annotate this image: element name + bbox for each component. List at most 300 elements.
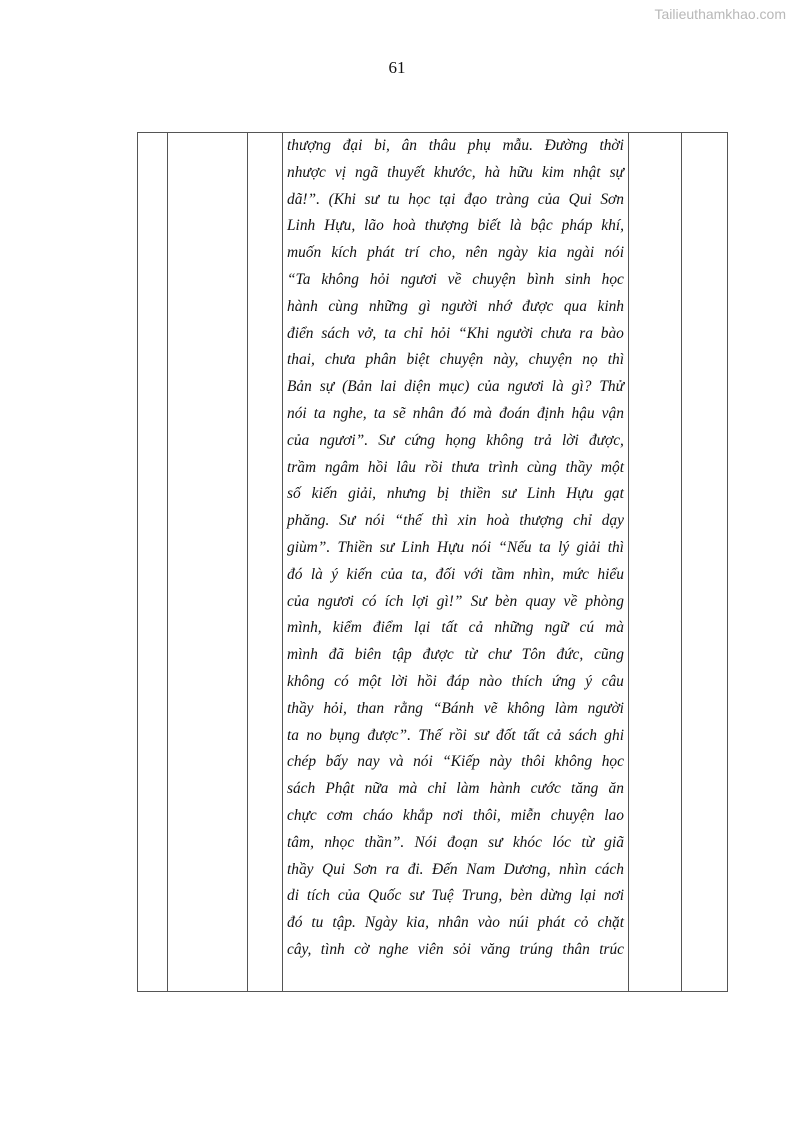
word: pháp	[561, 217, 593, 235]
word: chỉ	[403, 324, 423, 342]
word: làm	[456, 780, 480, 798]
word: nhọc	[324, 833, 355, 851]
word: chuyện	[439, 351, 484, 369]
word: Thiền	[337, 538, 373, 556]
word: ngươi	[507, 378, 544, 396]
word: hành	[287, 297, 318, 315]
text-line	[287, 615, 624, 642]
empty-cell-5	[629, 133, 682, 992]
word: tất	[441, 619, 458, 637]
word: nọ	[582, 351, 598, 369]
word: cước	[530, 780, 561, 798]
word: (Bản	[342, 378, 373, 396]
word: than	[356, 699, 385, 717]
word: kiến	[311, 485, 338, 503]
word: trình	[488, 458, 519, 476]
word: điểm	[372, 619, 403, 637]
word: Linh	[287, 217, 316, 235]
word: phòng	[585, 592, 624, 610]
word: chuyện	[550, 806, 595, 824]
word: cùng	[526, 458, 557, 476]
word: vẽ	[483, 699, 498, 717]
word: ta	[384, 324, 397, 342]
word: thì	[607, 538, 624, 556]
word: cả	[468, 619, 484, 637]
text-line	[287, 803, 624, 830]
word: tràng	[495, 190, 530, 208]
word: điển	[287, 324, 314, 342]
word: khước,	[433, 163, 476, 181]
word: lão	[364, 217, 384, 235]
text-cell	[283, 133, 629, 992]
word: phân	[365, 351, 397, 369]
word: bậc	[530, 217, 553, 235]
word: nhìn	[559, 860, 587, 878]
word: tu	[387, 190, 400, 208]
word: “Kiếp	[442, 753, 480, 771]
word: di	[287, 887, 299, 905]
word: ngâm	[324, 458, 360, 476]
word: thầy	[565, 458, 593, 476]
text-line	[287, 187, 624, 214]
word: biên	[354, 646, 382, 664]
text-line	[287, 589, 624, 616]
word: Thế	[418, 726, 442, 744]
word: trí	[404, 244, 420, 262]
word: nên	[465, 244, 488, 262]
page-number: 61	[388, 58, 406, 77]
word: nơi	[442, 806, 463, 824]
word: trúc	[599, 940, 624, 958]
word: cùng	[328, 297, 359, 315]
word: Nói	[414, 833, 437, 851]
word: kiến	[346, 565, 373, 583]
word: một	[600, 458, 624, 476]
word: rồi	[448, 726, 467, 744]
word: có	[361, 592, 377, 610]
empty-cell-2	[168, 133, 248, 992]
word: nói	[365, 512, 385, 530]
word: sư	[409, 887, 424, 905]
word: biết	[477, 217, 501, 235]
word: Sư	[339, 512, 356, 530]
text-line	[287, 213, 624, 240]
word: dừng	[540, 887, 572, 905]
word: thượng	[519, 512, 564, 530]
word: ta	[373, 404, 386, 422]
word: Bản	[287, 378, 312, 396]
word: kinh	[597, 297, 624, 315]
word: mục)	[438, 378, 470, 396]
word: phụ	[467, 137, 491, 154]
word: cho,	[429, 244, 456, 262]
text-line	[287, 428, 624, 455]
word: kiểm	[332, 619, 362, 637]
word: không	[554, 753, 593, 771]
word: tập.	[332, 914, 356, 932]
text-line	[287, 294, 624, 321]
text-line	[287, 240, 624, 267]
text-line	[287, 401, 624, 428]
word: của	[287, 592, 310, 610]
word: với	[463, 565, 483, 583]
text-line	[287, 776, 624, 803]
word: Tuệ	[431, 887, 454, 905]
word: mà	[398, 780, 418, 798]
word: dã!”.	[287, 190, 320, 208]
word: ứng	[551, 672, 576, 690]
word: quay	[525, 592, 556, 610]
word: Quốc	[367, 887, 402, 905]
word: gì	[418, 297, 431, 315]
word: không	[507, 699, 545, 717]
word: đốt	[496, 726, 516, 744]
word: Sư	[378, 431, 395, 449]
word: (Khi	[328, 190, 356, 208]
text-line	[287, 481, 624, 508]
word: thuyết	[387, 163, 425, 181]
word: mẫu.	[502, 137, 533, 154]
word: nghe,	[332, 404, 367, 422]
word: đó	[450, 404, 467, 422]
word: trúng	[519, 940, 554, 958]
word: ngươi	[400, 270, 437, 288]
word: viên	[417, 940, 444, 958]
word: biệt	[406, 351, 430, 369]
word: Sơn	[353, 860, 378, 878]
word: từ	[464, 646, 478, 664]
word: dạy	[601, 512, 624, 530]
word: bi,	[374, 137, 390, 154]
word: ra	[385, 860, 400, 878]
word: thượng	[424, 217, 469, 235]
word: đoán	[499, 404, 530, 422]
word: bèn	[494, 592, 518, 610]
word: nhớ	[487, 297, 512, 315]
word: Hựu	[566, 485, 594, 503]
word: họng	[445, 431, 476, 449]
word: Sơn	[600, 190, 624, 208]
word: cỏ	[573, 914, 589, 932]
word: cả	[546, 726, 562, 744]
text-line	[287, 910, 624, 937]
word: ý	[585, 672, 593, 690]
word: kia,	[406, 914, 429, 932]
word: mình,	[287, 619, 322, 637]
word: người	[441, 297, 478, 315]
word: được	[522, 297, 554, 315]
text-line	[287, 642, 624, 669]
word: thì	[431, 512, 448, 530]
word: khí,	[601, 217, 624, 235]
word: ra	[579, 324, 593, 342]
word: được	[422, 646, 454, 664]
word: thượng	[287, 137, 331, 154]
word: nhân	[412, 404, 444, 422]
word: Thử	[599, 378, 624, 396]
word: thầy	[287, 860, 314, 878]
text-block	[287, 133, 624, 964]
word: phăng.	[287, 512, 330, 530]
word: những	[494, 619, 534, 637]
word: đại	[342, 137, 363, 154]
word: đoạn	[447, 833, 478, 851]
word: phát	[537, 914, 565, 932]
word: Trung,	[461, 887, 503, 905]
word: no	[306, 726, 322, 744]
word: hỏi	[430, 324, 451, 342]
word: nào	[478, 672, 503, 690]
word: hành	[489, 780, 521, 798]
word: ngày	[497, 244, 528, 262]
word: tích	[306, 887, 330, 905]
word: sách	[287, 780, 316, 798]
word: tầm	[491, 565, 515, 583]
word: thời	[599, 137, 624, 154]
word: kia	[537, 244, 557, 262]
word: không	[321, 270, 359, 288]
word: những	[368, 297, 409, 315]
word: sỏi	[452, 940, 471, 958]
word: qua	[563, 297, 587, 315]
word: về	[447, 270, 462, 288]
word: cháo	[362, 806, 393, 824]
word: Đến	[431, 860, 458, 878]
word: thai,	[287, 351, 315, 369]
word: Linh	[526, 485, 556, 503]
empty-cell-6	[682, 133, 728, 992]
word: nơi	[603, 887, 624, 905]
text-line	[287, 830, 624, 857]
word: chỉ	[573, 512, 592, 530]
word: hồi	[417, 672, 437, 690]
word: lại	[413, 619, 431, 637]
word: lợi	[411, 592, 429, 610]
word: sư	[364, 190, 379, 208]
word: ăn	[608, 780, 624, 798]
word: người	[496, 324, 533, 342]
word: núi	[508, 914, 529, 932]
word: học	[601, 270, 624, 288]
word: lý	[558, 538, 570, 556]
word: ta	[313, 404, 326, 422]
word: giải,	[348, 485, 376, 503]
word: thôi	[521, 753, 546, 771]
word: Qui	[568, 190, 592, 208]
word: không	[287, 672, 325, 690]
word: Ngày	[364, 914, 398, 932]
watermark: Tailieuthamkhao.com	[654, 6, 786, 22]
word: xin	[457, 512, 477, 530]
word: thần”.	[364, 833, 405, 851]
word: sinh	[565, 270, 591, 288]
word: bèn	[510, 887, 533, 905]
word: chưa	[324, 351, 356, 369]
word: hữu	[509, 163, 533, 181]
word: sư	[488, 833, 503, 851]
word: chư	[487, 646, 511, 664]
word: thiền	[459, 485, 491, 503]
word: nhược	[287, 163, 326, 181]
text-line	[287, 883, 624, 910]
word: mà	[473, 404, 492, 422]
word: từ	[581, 833, 594, 851]
word: ngươi”.	[319, 431, 369, 449]
word: lâu	[396, 458, 416, 476]
word: nhưng	[386, 485, 427, 503]
word: giã	[604, 833, 624, 851]
word: thì	[607, 351, 624, 369]
text-line	[287, 160, 624, 187]
word: của	[477, 378, 500, 396]
word: thưa	[451, 458, 480, 476]
empty-cell-1	[138, 133, 168, 992]
text-line	[287, 321, 624, 348]
word: chỉ	[427, 780, 447, 798]
word: giải	[576, 538, 601, 556]
word: Sư	[470, 592, 487, 610]
word: vở,	[357, 324, 377, 342]
text-line	[287, 455, 624, 482]
word: sự	[609, 163, 624, 181]
word: lóc	[552, 833, 572, 851]
word: khóc	[512, 833, 542, 851]
word: sư	[379, 538, 395, 556]
word: hỏi,	[323, 699, 347, 717]
word: đáp	[446, 672, 470, 690]
word: là	[509, 217, 522, 235]
table-row	[138, 133, 728, 992]
word: tất	[523, 726, 540, 744]
word: miễn	[510, 806, 541, 824]
word: nói	[471, 538, 492, 556]
word: phát	[367, 244, 395, 262]
word: của	[337, 887, 361, 905]
word: chuyện	[528, 351, 573, 369]
word: hoà	[486, 512, 510, 530]
word: Đường	[544, 137, 588, 154]
word: ích	[384, 592, 404, 610]
word: vào	[477, 914, 500, 932]
word: cứng	[404, 431, 436, 449]
word: tình	[320, 940, 345, 958]
word: cách	[594, 860, 624, 878]
word: diện	[404, 378, 431, 396]
word: lao	[604, 806, 624, 824]
word: cú	[579, 619, 595, 637]
word: có	[334, 672, 349, 690]
word: Phật	[325, 780, 355, 798]
word: hồi	[367, 458, 388, 476]
word: tâm,	[287, 833, 314, 851]
word: sư	[501, 485, 516, 503]
word: văng	[480, 940, 511, 958]
word: hoà	[392, 217, 416, 235]
text-line	[287, 133, 624, 160]
word: chực	[287, 806, 317, 824]
word: vận	[601, 404, 624, 422]
word: nhân	[437, 914, 469, 932]
text-line	[287, 347, 624, 374]
word: chép	[287, 753, 317, 771]
word: hỏi	[369, 270, 390, 288]
word: sách	[321, 324, 350, 342]
word: làm	[554, 699, 578, 717]
word: nói	[287, 404, 307, 422]
word: câu	[601, 672, 624, 690]
word: này	[489, 753, 512, 771]
word: chặt	[597, 914, 624, 932]
word: ân	[401, 137, 417, 154]
word: Qui	[321, 860, 346, 878]
word: hiểu	[597, 565, 624, 583]
word: nhìn,	[522, 565, 555, 583]
word: cây,	[287, 940, 312, 958]
word: định	[536, 404, 565, 422]
word: mức	[562, 565, 589, 583]
word: rồi	[424, 458, 443, 476]
word: một	[358, 672, 382, 690]
word: đó	[287, 565, 303, 583]
word: sư	[474, 726, 489, 744]
word: cờ	[354, 940, 370, 958]
word: thích	[511, 672, 543, 690]
word: nghe	[378, 940, 409, 958]
word: giùm”.	[287, 538, 331, 556]
word: nhật	[573, 163, 601, 181]
word: rằng	[393, 699, 423, 717]
word: “Khi	[458, 324, 489, 342]
word: lời	[390, 672, 408, 690]
word: gì!”	[436, 592, 463, 610]
word: vị	[334, 163, 346, 181]
text-line	[287, 696, 624, 723]
word: thôi,	[472, 806, 501, 824]
word: sẽ	[392, 404, 406, 422]
word: thầy	[287, 699, 314, 717]
word: bấy	[325, 753, 348, 771]
text-line	[287, 749, 624, 776]
word: khắp	[402, 806, 433, 824]
word: “Ta	[287, 270, 311, 288]
word: ta	[287, 726, 299, 744]
word: bị	[437, 485, 449, 503]
word: tăng	[571, 780, 599, 798]
empty-cell-3	[248, 133, 283, 992]
word: đã	[328, 646, 344, 664]
word: này,	[493, 351, 519, 369]
word: “Bánh	[432, 699, 474, 717]
text-line	[287, 857, 624, 884]
word: của	[380, 565, 403, 583]
text-line	[287, 937, 624, 964]
word: người	[587, 699, 624, 717]
word: tu	[311, 914, 324, 932]
word: bình	[526, 270, 555, 288]
word: là	[310, 565, 323, 583]
word: “Nếu	[498, 538, 532, 556]
word: Tôn	[521, 646, 546, 664]
word: đi.	[407, 860, 424, 878]
word: thâu	[428, 137, 457, 154]
word: sách	[568, 726, 597, 744]
word: muốn	[287, 244, 322, 262]
word: kim	[541, 163, 565, 181]
text-line	[287, 508, 624, 535]
word: và	[389, 753, 404, 771]
word: đó	[287, 914, 303, 932]
text-line	[287, 267, 624, 294]
